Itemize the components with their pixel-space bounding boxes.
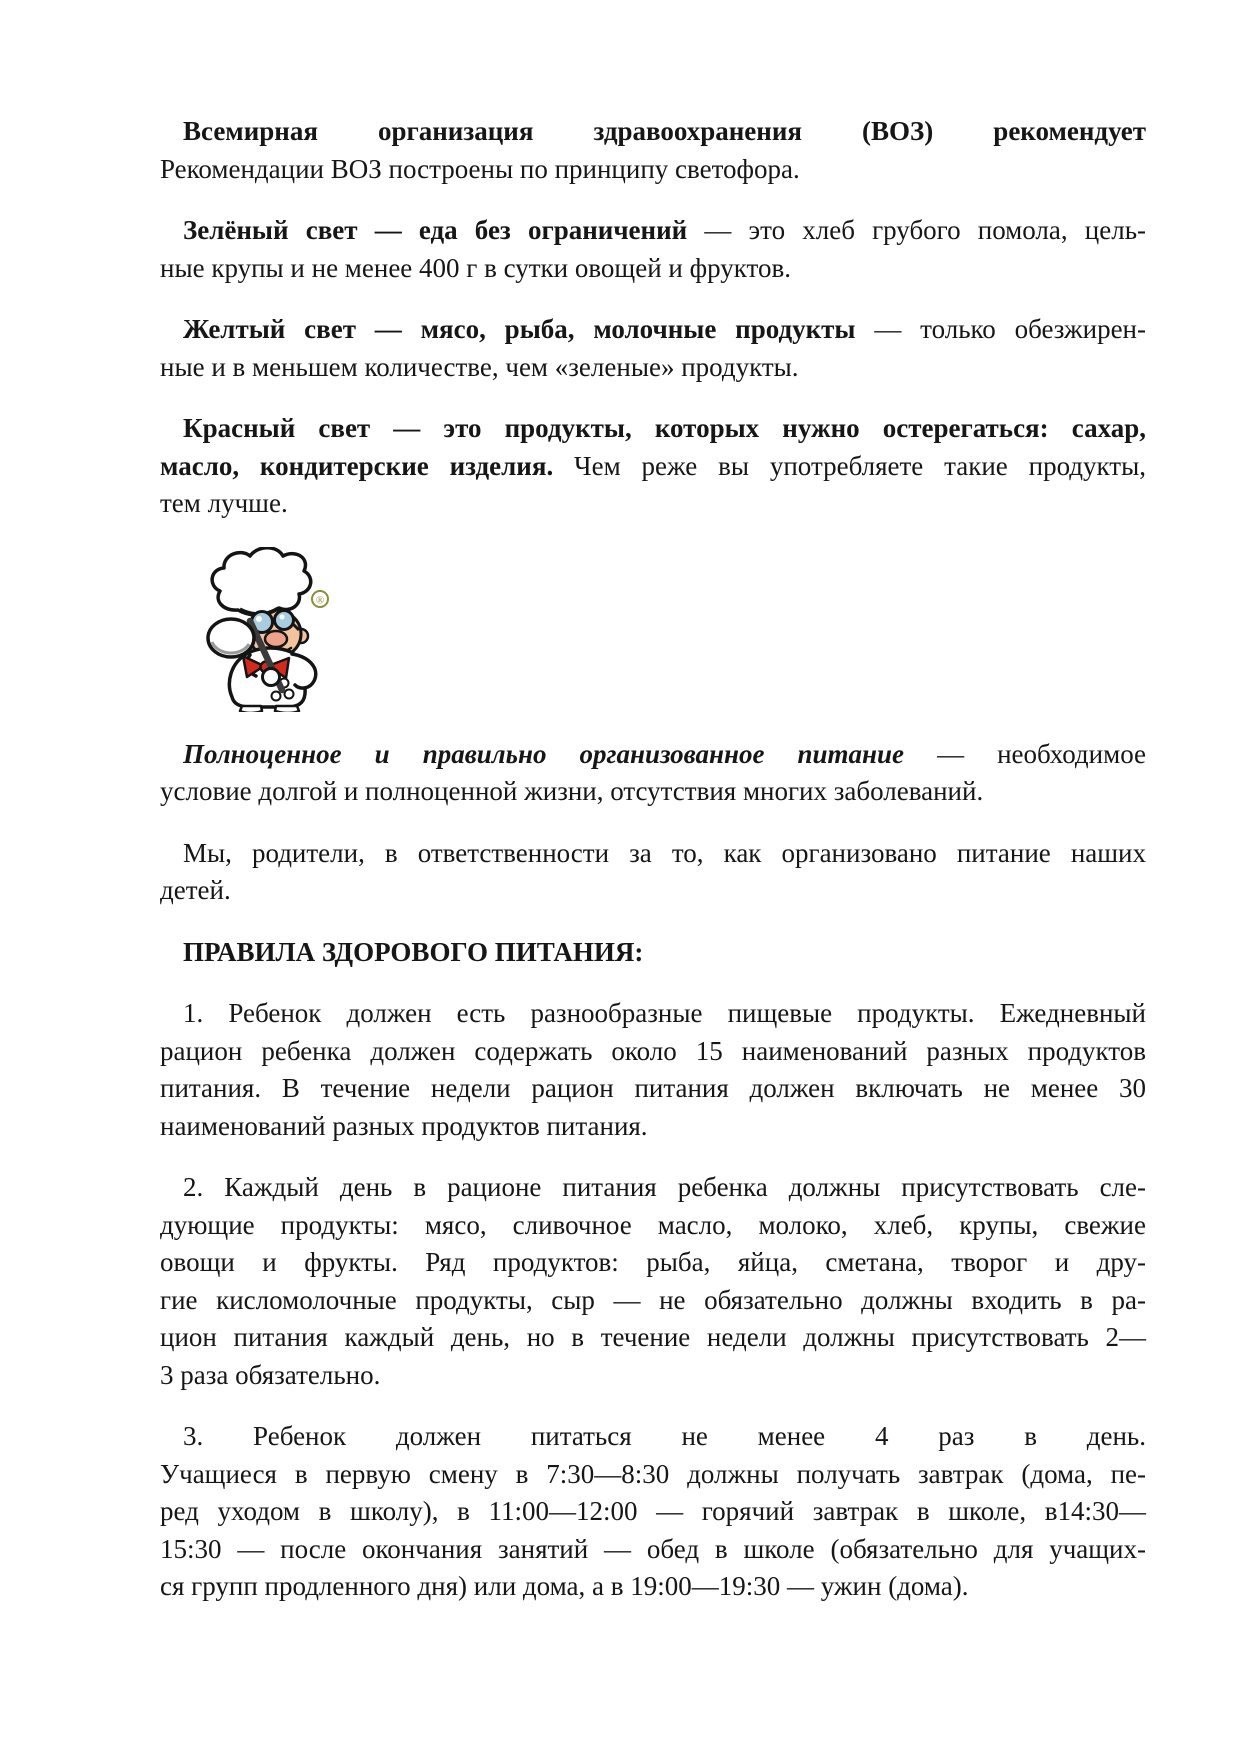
text-line bbox=[160, 1244, 1146, 1282]
text-line bbox=[160, 1456, 1146, 1494]
text-run: овощи и фрукты. Ряд продуктов: рыба, яйца, сметана, творог и дру- bbox=[160, 1247, 1146, 1277]
text-run: цион питания каждый день, но в течение недели должны присутствовать 2— bbox=[160, 1322, 1146, 1352]
text-run: Мы, родители, в ответственности за то, как организовано питание наших bbox=[183, 837, 1146, 868]
text-run: рацион ребенка должен содержать около 15 наименований разных продуктов bbox=[160, 1035, 1146, 1066]
text-line bbox=[160, 151, 1146, 189]
text-line bbox=[160, 410, 1146, 448]
text-line bbox=[160, 1282, 1146, 1320]
text-run: ные и в меньшем количестве, чем «зеленые» продукты. bbox=[160, 351, 799, 382]
text-line bbox=[160, 1357, 1146, 1395]
chef-hand bbox=[263, 668, 280, 685]
text-line bbox=[160, 995, 1146, 1033]
chef-clipart-image bbox=[198, 547, 335, 712]
chef-shoe-left bbox=[240, 706, 262, 712]
text-line bbox=[160, 311, 1146, 349]
text-run: 15:30 — после окончания занятий — обед в школе (обязательно для учащих- bbox=[160, 1533, 1146, 1564]
text-run: тем лучше. bbox=[160, 488, 288, 518]
chef-shoe-right bbox=[275, 706, 299, 712]
text-run: дующие продукты: мясо, сливочное масло, молоко, хлеб, крупы, свежие bbox=[160, 1209, 1146, 1240]
paragraph-rule-2 bbox=[160, 1169, 1146, 1394]
paragraph-rule-3 bbox=[160, 1418, 1146, 1606]
text-line bbox=[160, 113, 1146, 151]
text-run: 3. Ребенок должен питаться не менее 4 раз в день. bbox=[183, 1421, 1146, 1451]
text-run: наименований разных продуктов питания. bbox=[160, 1110, 648, 1141]
text-line bbox=[160, 934, 1146, 972]
paragraph-we-parents bbox=[160, 835, 1146, 910]
paragraph-red-light bbox=[160, 410, 1146, 523]
paragraph-who-recommendation bbox=[160, 113, 1146, 188]
text-line bbox=[160, 835, 1146, 873]
heading-healthy-eating-rules bbox=[160, 934, 1146, 972]
text-line bbox=[160, 1207, 1146, 1245]
text-run: — это хлеб грубого помола, цель- bbox=[687, 215, 1146, 245]
text-line bbox=[160, 1169, 1146, 1207]
text-run: 2. Каждый день в рационе питания ребенка должны присутствовать сле- bbox=[183, 1172, 1146, 1202]
paragraph-yellow-light bbox=[160, 311, 1146, 386]
text-run: Всемирная организация здравоохранения (ВОЗ) рекомендует bbox=[183, 116, 1146, 146]
text-run: Учащиеся в первую смену в 7:30—8:30 должны получать завтрак (дома, пе- bbox=[160, 1458, 1146, 1489]
text-line bbox=[160, 250, 1146, 288]
text-line bbox=[160, 1319, 1146, 1357]
text-line bbox=[160, 485, 1146, 523]
text-run: питания. В течение недели рацион питания должен включать не менее 30 bbox=[160, 1073, 1146, 1103]
text-run: детей. bbox=[160, 875, 231, 905]
text-run: ред уходом в школу), в 11:00—12:00 — горячий завтрак в школе, в14:30— bbox=[160, 1496, 1146, 1526]
text-run: 1. Ребенок должен есть разнообразные пищевые продукты. Ежедневный bbox=[183, 998, 1146, 1028]
text-run: ные крупы и не менее 400 г в сутки овощей и фруктов. bbox=[160, 252, 791, 283]
text-run: Рекомендации ВОЗ построены по принципу светофора. bbox=[160, 153, 800, 184]
registered-trademark-icon bbox=[312, 591, 328, 607]
paragraph-proper-nutrition bbox=[160, 736, 1146, 811]
text-line bbox=[160, 1493, 1146, 1531]
text-line bbox=[160, 349, 1146, 387]
chef-hat bbox=[212, 547, 311, 614]
chef-nose bbox=[265, 631, 287, 647]
chef-arm-right bbox=[292, 654, 316, 688]
chef-clipart bbox=[198, 547, 335, 712]
text-run: — только обезжирен- bbox=[855, 314, 1147, 344]
text-run: гие кисломолочные продукты, сыр — не обязательно должны входить в ра- bbox=[160, 1284, 1146, 1315]
svg-text:®: ® bbox=[315, 594, 325, 606]
text-line bbox=[160, 736, 1146, 774]
text-run: Желтый свет — мясо, рыба, молочные продукты bbox=[183, 314, 856, 344]
text-run: масло, кондитерские изделия. bbox=[160, 450, 554, 481]
text-line bbox=[160, 1531, 1146, 1569]
text-line bbox=[160, 773, 1146, 811]
text-line bbox=[160, 1070, 1146, 1108]
text-run: Полноценное и правильно организованное питание bbox=[183, 738, 905, 769]
text-line bbox=[160, 1568, 1146, 1606]
text-line bbox=[160, 1033, 1146, 1071]
paragraph-rule-1 bbox=[160, 995, 1146, 1145]
text-run: 3 раза обязательно. bbox=[160, 1359, 381, 1390]
text-run: ся групп продленного дня) или дома, а в 19:00—19:30 — ужин (дома). bbox=[160, 1571, 969, 1601]
text-line bbox=[160, 212, 1146, 250]
paragraph-green-light bbox=[160, 212, 1146, 287]
text-line bbox=[160, 1418, 1146, 1456]
heading-text: ПРАВИЛА ЗДОРОВОГО ПИТАНИЯ: bbox=[183, 936, 644, 967]
text-line bbox=[160, 872, 1146, 910]
text-run: Чем реже вы употребляете такие продукты, bbox=[553, 450, 1146, 481]
text-run: Зелёный свет — еда без ограничений bbox=[183, 215, 688, 245]
text-line bbox=[160, 1108, 1146, 1146]
document-body bbox=[160, 113, 1146, 1630]
text-run: — необходимое bbox=[904, 738, 1147, 769]
text-line bbox=[160, 448, 1146, 486]
text-run: условие долгой и полноценной жизни, отсутствия многих заболеваний. bbox=[160, 776, 984, 806]
text-run: Красный свет — это продукты, которых нужно остерегаться: сахар, bbox=[183, 413, 1146, 443]
